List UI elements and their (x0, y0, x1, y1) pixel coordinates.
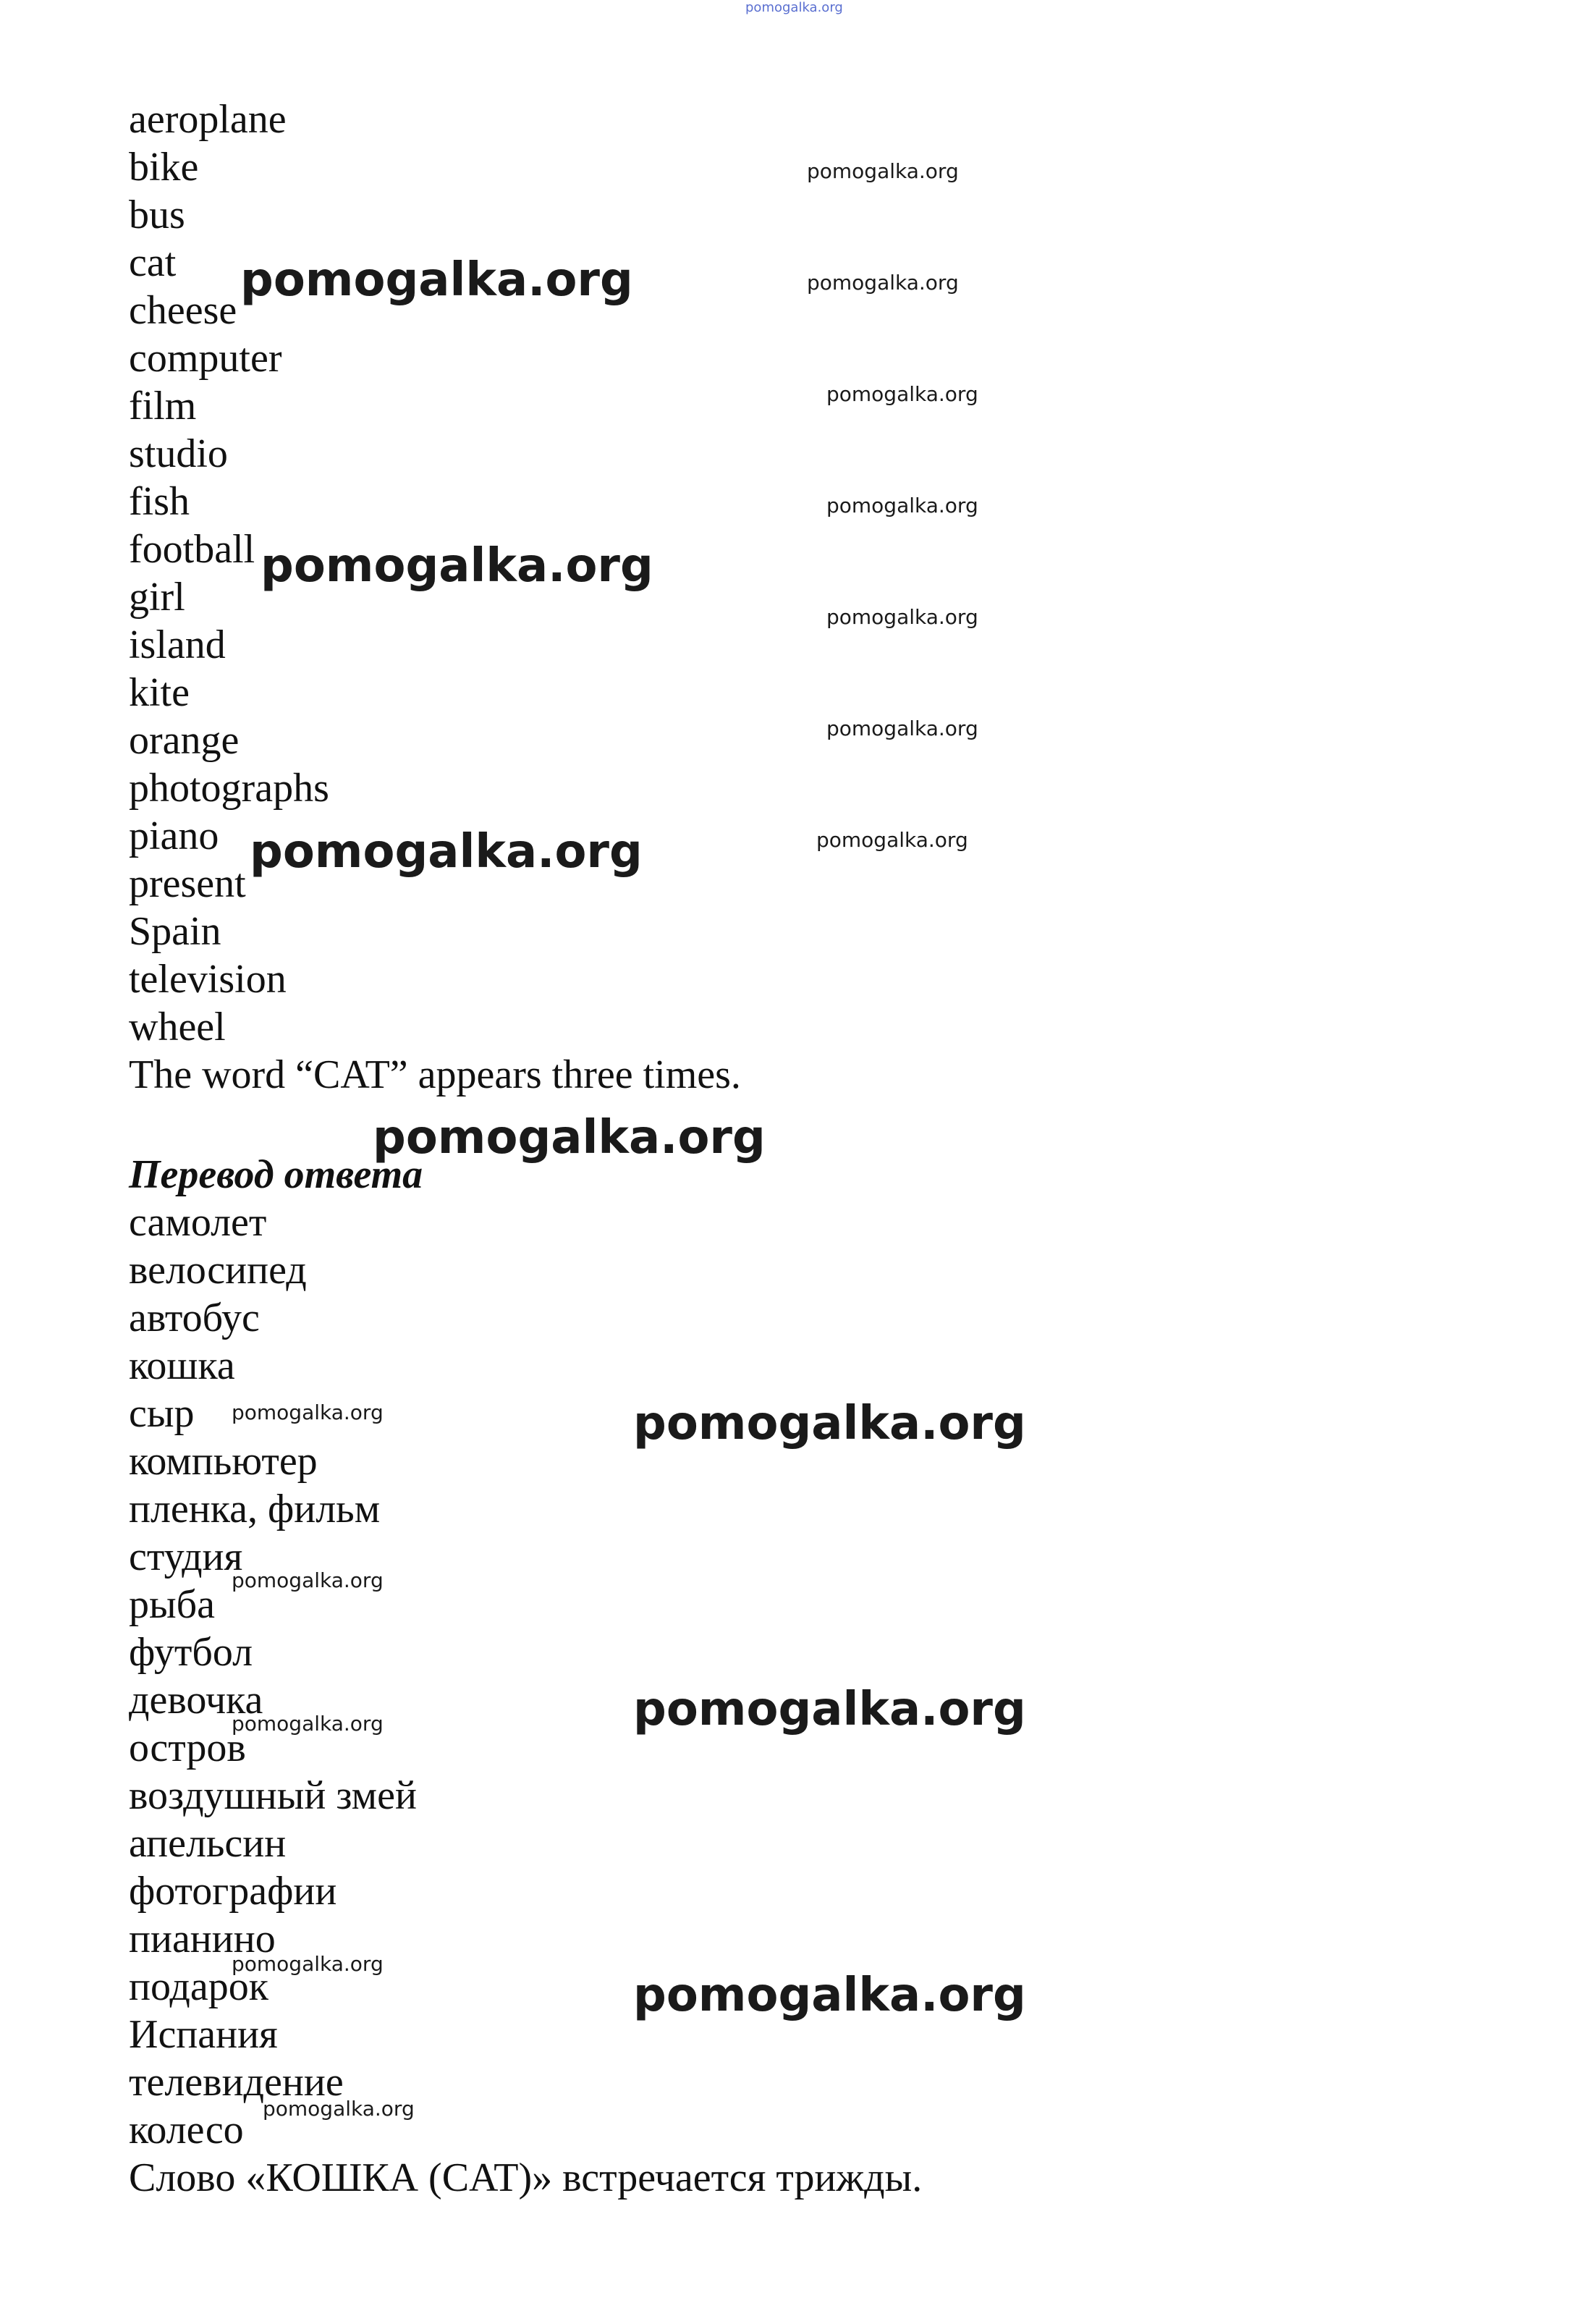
watermark-small: pomogalka.org (263, 2097, 415, 2121)
russian-word: Испания (129, 2012, 278, 2057)
english-word: cheese (129, 288, 237, 333)
english-word: studio (129, 431, 228, 476)
english-word: bike (129, 145, 199, 190)
english-word: football (129, 527, 255, 572)
russian-word: девочка (129, 1678, 263, 1723)
watermark-small: pomogalka.org (232, 1400, 384, 1424)
watermark-small: pomogalka.org (826, 717, 978, 740)
russian-word: пленка, фильм (129, 1487, 381, 1531)
russian-word: велосипед (129, 1248, 307, 1293)
english-word: aeroplane (129, 97, 287, 142)
watermark-top: pomogalka.org (745, 0, 843, 15)
russian-word: сыр (129, 1391, 195, 1436)
watermark-small: pomogalka.org (826, 605, 978, 629)
russian-summary: Слово «КОШКА (CAT)» встречается трижды. (129, 2155, 923, 2200)
russian-word: подарок (129, 1964, 268, 2009)
watermark-small: pomogalka.org (826, 382, 978, 406)
watermark-large: pomogalka.org (633, 1397, 1026, 1450)
english-word: photographs (129, 766, 329, 811)
english-word: cat (129, 240, 177, 285)
english-word: fish (129, 479, 190, 524)
russian-word: воздушный змей (129, 1773, 417, 1818)
russian-word: футбол (129, 1630, 253, 1675)
russian-word: фотографии (129, 1869, 337, 1914)
watermark-small: pomogalka.org (232, 1568, 384, 1592)
watermark-small: pomogalka.org (232, 1952, 384, 1976)
watermark-small: pomogalka.org (816, 828, 968, 852)
russian-word: колесо (129, 2108, 244, 2152)
watermark-large: pomogalka.org (633, 1683, 1026, 1736)
watermark-large: pomogalka.org (250, 825, 643, 879)
russian-word: автобус (129, 1296, 260, 1340)
russian-word: апельсин (129, 1821, 287, 1866)
russian-word: телевидение (129, 2060, 344, 2105)
english-word: wheel (129, 1005, 226, 1049)
russian-word: компьютер (129, 1439, 318, 1484)
russian-word: кошка (129, 1343, 235, 1388)
watermark-large: pomogalka.org (261, 539, 653, 593)
english-word: bus (129, 193, 185, 237)
watermark-small: pomogalka.org (807, 159, 959, 183)
russian-word: пианино (129, 1917, 276, 1961)
russian-word: рыба (129, 1582, 215, 1627)
watermark-large: pomogalka.org (633, 1969, 1026, 2022)
english-word: film (129, 384, 197, 428)
russian-word: остров (129, 1725, 246, 1770)
watermark-small: pomogalka.org (232, 1712, 384, 1736)
watermark-small: pomogalka.org (807, 271, 959, 295)
english-word: present (129, 861, 246, 906)
english-word: kite (129, 670, 190, 715)
english-word: orange (129, 718, 240, 763)
watermark-large: pomogalka.org (240, 253, 633, 307)
watermark-small: pomogalka.org (826, 494, 978, 517)
russian-word: студия (129, 1534, 243, 1579)
english-word: island (129, 622, 226, 667)
english-word: television (129, 957, 287, 1002)
watermark-large: pomogalka.org (373, 1111, 766, 1165)
english-word: piano (129, 814, 219, 858)
english-summary: The word “CAT” appears three times. (129, 1052, 741, 1097)
translation-heading: Перевод ответа (129, 1152, 423, 1197)
russian-word: самолет (129, 1200, 267, 1245)
english-word: girl (129, 575, 185, 620)
english-word: Spain (129, 909, 221, 954)
english-word: computer (129, 336, 282, 381)
